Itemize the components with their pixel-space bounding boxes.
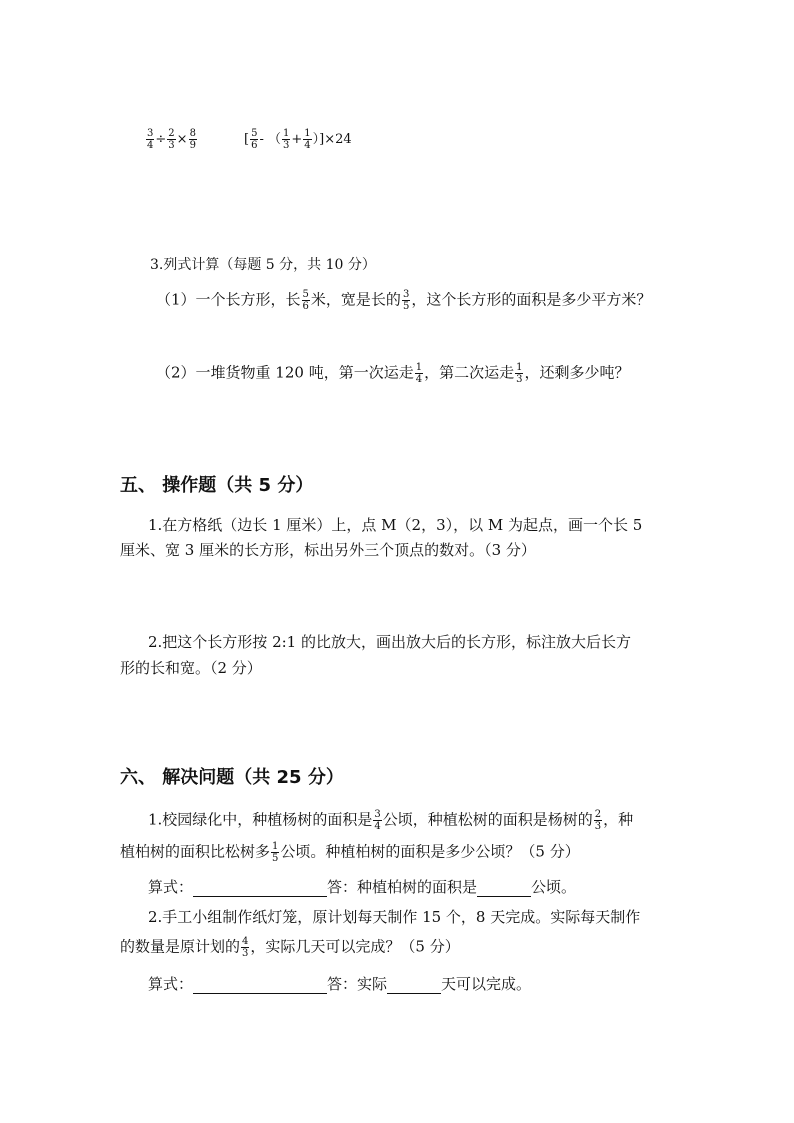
formula-blank[interactable] <box>193 880 327 897</box>
section-5-question-2-line-1: 2.把这个长方形按 2:1 的比放大，画出放大后的长方形，标注放大后长方 <box>148 633 631 651</box>
denominator: 3 <box>168 140 175 151</box>
section-5-question-1-line-2: 厘米、宽 3 厘米的长方形，标出另外三个顶点的数对。（3 分） <box>120 541 536 559</box>
fraction <box>594 809 602 832</box>
numerator: 1 <box>282 128 290 139</box>
numerator: 1 <box>304 128 311 139</box>
answer-blank[interactable] <box>387 977 441 994</box>
fraction <box>250 128 258 151</box>
section-6-question-2-line-2: 的数量是原计划的 $\frac{4}{3}$ ，实际几天可以完成？（5 分） <box>120 936 460 959</box>
section-6-question-2-answer-line <box>148 974 531 994</box>
denominator: 6 <box>251 140 258 151</box>
numerator: 4 <box>242 936 249 947</box>
denominator: 3 <box>516 374 523 385</box>
fraction <box>241 936 249 959</box>
section-6-question-1-line-2: 植柏树的面积比松树多 $\frac{1}{5}$ 公顷。种植柏树的面积是多少公顷？（5 分） <box>120 841 580 864</box>
denominator: 4 <box>415 374 423 385</box>
answer-label: 答：种植柏树的面积是 <box>327 878 478 896</box>
operator: ）]×24 <box>312 132 352 147</box>
numerator: 3 <box>374 809 381 820</box>
denominator: 3 <box>594 821 602 832</box>
fraction <box>189 128 197 151</box>
numerator: 1 <box>415 362 423 373</box>
fraction <box>415 362 423 385</box>
denominator: 4 <box>304 140 311 151</box>
fraction <box>167 128 175 151</box>
operator: ÷ <box>155 132 167 147</box>
fraction <box>402 289 410 312</box>
section-6-question-2-line-1: 2.手工小组制作纸灯笼，原计划每天制作 15 个，8 天完成。实际每天制作 <box>148 908 641 926</box>
operator: - （ <box>259 132 281 147</box>
bracket: [ <box>244 132 250 147</box>
expression-2 <box>244 128 352 151</box>
operator: + <box>291 132 303 147</box>
denominator: 3 <box>242 948 249 959</box>
fraction <box>146 128 154 151</box>
section-5-question-2-line-2: 形的长和宽。（2 分） <box>120 659 262 677</box>
denominator: 5 <box>402 301 410 312</box>
section-6-question-1-answer-line <box>148 877 576 897</box>
answer-label: 答：实际 <box>327 975 388 993</box>
formula-blank[interactable] <box>193 977 327 994</box>
numerator: 3 <box>402 289 410 300</box>
fraction <box>271 841 279 864</box>
numerator: 8 <box>189 128 196 139</box>
numerator: 5 <box>302 289 309 300</box>
denominator: 4 <box>374 821 381 832</box>
numerator: 1 <box>516 362 523 373</box>
section-3-question-1: （1）一个长方形，长 $\frac{5}{6}$ 米，宽是长的 $\frac{3}{5}$ ，这个长方形的面积是多少平方米？ <box>156 289 652 312</box>
section-5-question-1-line-1: 1.在方格纸（边长 1 厘米）上，点 M（2，3），以 M 为起点，画一个长 5 <box>148 516 643 534</box>
fraction <box>303 128 311 151</box>
unit-label: 公顷。 <box>531 878 577 896</box>
numerator: 1 <box>272 841 279 852</box>
section-6-title: 六、 解决问题（共 25 分） <box>120 767 344 788</box>
expression-1 <box>145 128 198 151</box>
denominator: 3 <box>282 140 290 151</box>
fraction <box>373 809 381 832</box>
answer-blank[interactable] <box>477 880 531 897</box>
formula-label: 算式： <box>148 975 194 993</box>
fraction <box>302 289 310 312</box>
fraction <box>515 362 523 385</box>
section-6-question-1-line-1: 1.校园绿化中，种植杨树的面积是 $\frac{3}{4}$ 公顷，种植松树的面积是杨树的 $\frac{2}{3}$ ，种 <box>148 809 634 832</box>
section-3-question-2: （2）一堆货物重 120 吨，第一次运走 $\frac{1}{4}$ ，第二次运走 $\frac{1}{3}$ ，还剩多少吨？ <box>156 362 630 385</box>
section-5-title: 五、 操作题（共 5 分） <box>120 475 314 496</box>
unit-label: 天可以完成。 <box>441 975 532 993</box>
denominator: 4 <box>147 140 154 151</box>
numerator: 2 <box>168 128 175 139</box>
numerator: 5 <box>251 128 258 139</box>
denominator: 5 <box>272 853 279 864</box>
formula-label: 算式： <box>148 878 194 896</box>
section-3-title: 3.列式计算（每题 5 分，共 10 分） <box>150 257 376 273</box>
numerator: 2 <box>594 809 602 820</box>
numerator: 3 <box>147 128 154 139</box>
operator: × <box>176 132 188 147</box>
denominator: 6 <box>302 301 309 312</box>
denominator: 9 <box>189 140 196 151</box>
fraction <box>282 128 290 151</box>
